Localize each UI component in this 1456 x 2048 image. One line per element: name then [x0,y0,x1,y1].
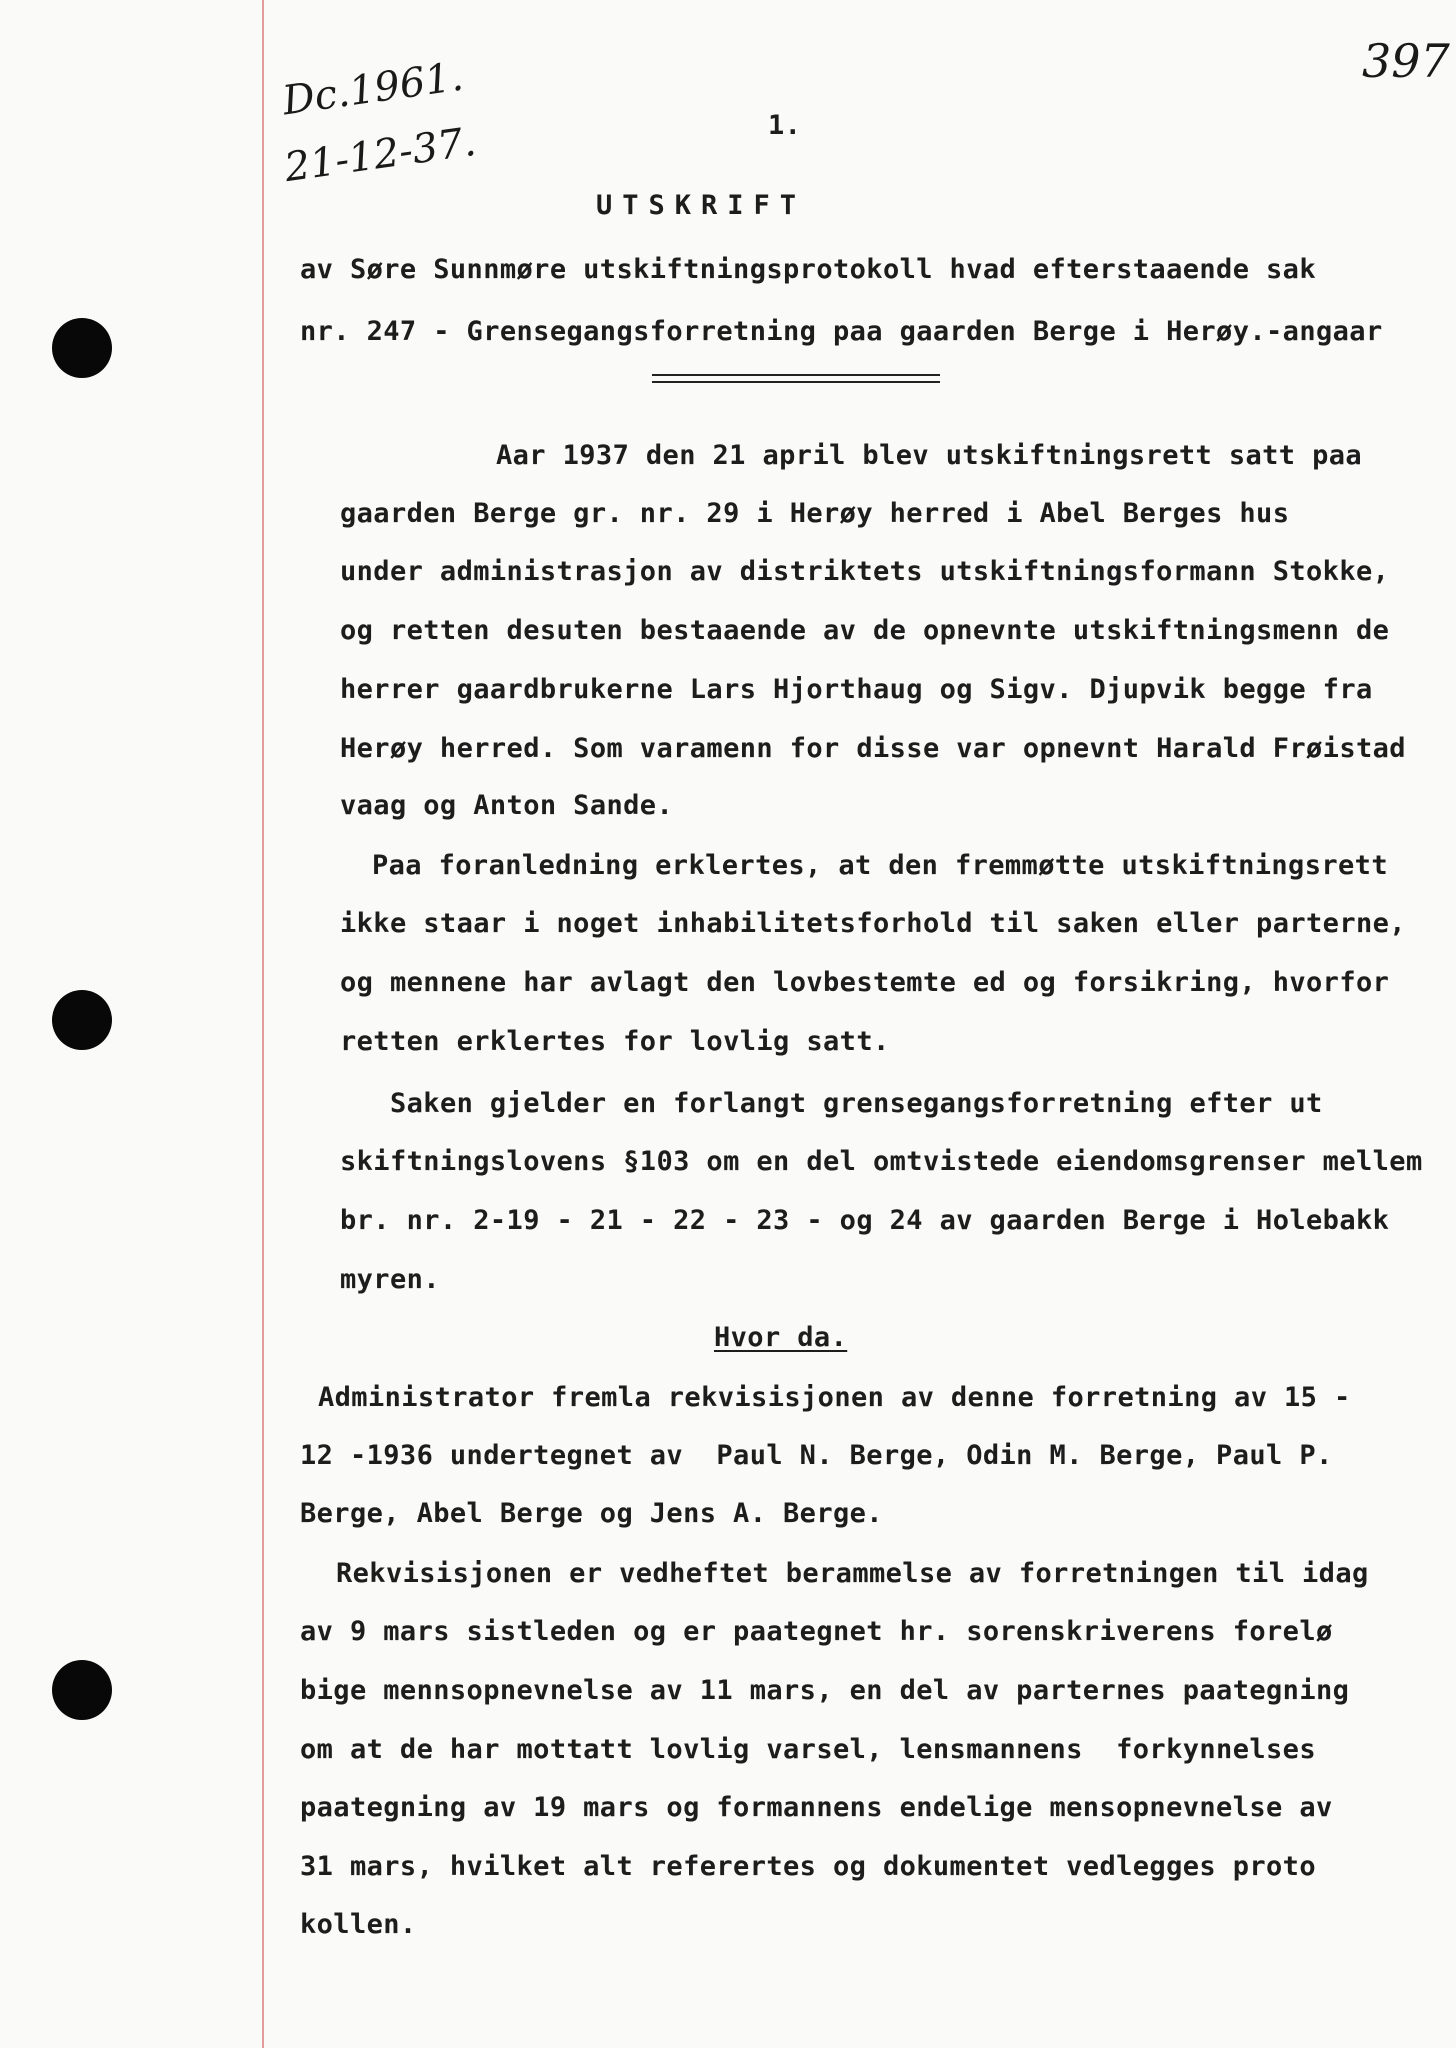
punch-hole [52,990,112,1050]
text-line: Herøy herred. Som varamenn for disse var opnevnt Harald Frøistad [340,733,1406,764]
text-line: myren. [340,1264,440,1295]
margin-rule [262,0,264,2048]
handwritten-date: 21-12-37. [281,118,479,192]
double-rule [652,374,940,383]
text-line: av 9 mars sistleden og er paategnet hr. sorenskriverens forelø [300,1616,1333,1647]
text-line: Paa foranledning erklertes, at den fremmøtte utskiftningsrett [372,850,1388,881]
text-line: bige mennsopnevnelse av 11 mars, en del av parternes paategning [300,1675,1350,1706]
punch-hole [52,318,112,378]
text-line: vaag og Anton Sande. [340,790,674,821]
text-line: under administrasjon av distriktets utskiftningsformann Stokke, [340,556,1390,587]
handwritten-reference: Dc.1961. [279,53,467,125]
punch-hole [52,1660,112,1720]
text-line: retten erklertes for lovlig satt. [340,1026,890,1057]
text-line: 31 mars, hvilket alt referertes og dokumentet vedlegges proto [300,1851,1316,1882]
text-line: Administrator fremla rekvisisjonen av denne forretning av 15 - [318,1382,1351,1413]
text-line: Saken gjelder en forlangt grensegangsforretning efter ut [390,1088,1323,1119]
text-line: herrer gaardbrukerne Lars Hjorthaug og Sigv. Djupvik begge fra [340,674,1373,705]
text-line: br. nr. 2-19 - 21 - 22 - 23 - og 24 av gaarden Berge i Holebakk [340,1205,1390,1236]
text-line: Rekvisisjonen er vedheftet berammelse av forretningen til idag [336,1558,1369,1589]
text-line: kollen. [300,1909,417,1940]
text-line: paategning av 19 mars og formannens endelige mensopnevnelse av [300,1792,1333,1823]
text-line: Berge, Abel Berge og Jens A. Berge. [300,1498,883,1529]
document-heading: UTSKRIFT [596,190,807,221]
text-line: ikke staar i noget inhabilitetsforhold til saken eller parterne, [340,908,1406,939]
text-line: av Søre Sunnmøre utskiftningsprotokoll hvad efterstaaende sak [300,254,1316,285]
text-line: Aar 1937 den 21 april blev utskiftningsrett satt paa [496,440,1363,471]
page-marker: 1. [768,110,802,141]
text-line: skiftningslovens §103 om en del omtvistede eiendomsgrenser mellem [340,1146,1423,1177]
handwritten-page-number: 397 [1362,34,1450,88]
text-line: om at de har mottatt lovlig varsel, lensmannens forkynnelses [300,1734,1316,1765]
text-line: nr. 247 - Grensegangsforretning paa gaarden Berge i Herøy.-angaar [300,316,1383,347]
text-line: og retten desuten bestaaende av de opnevnte utskiftningsmenn de [340,615,1390,646]
text-line: og mennene har avlagt den lovbestemte ed og forsikring, hvorfor [340,967,1390,998]
text-line: 12 -1936 undertegnet av Paul N. Berge, Odin M. Berge, Paul P. [300,1440,1333,1471]
text-line: gaarden Berge gr. nr. 29 i Herøy herred i Abel Berges hus [340,498,1290,529]
section-heading: Hvor da. [714,1322,848,1353]
